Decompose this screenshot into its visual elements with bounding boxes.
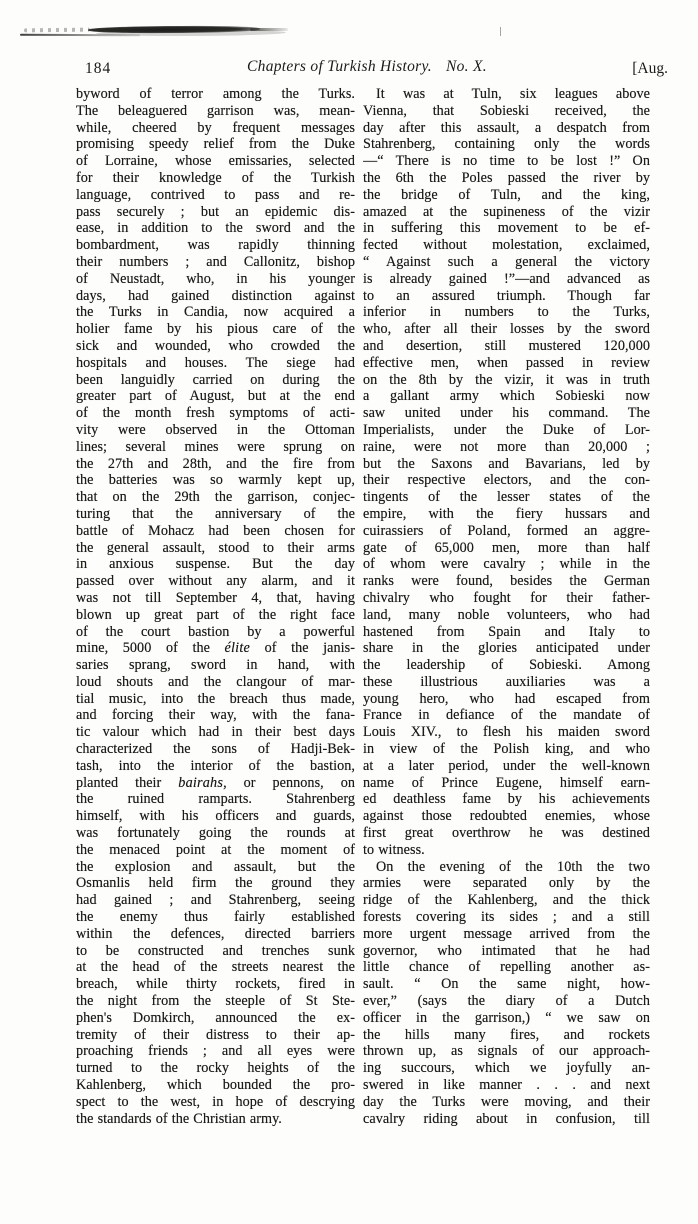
text-line: pass securely ; but an epidemic dis- xyxy=(76,203,355,220)
text-line: France in defiance of the mandate of xyxy=(363,707,650,724)
text-line: the night from the steeple of St Ste- xyxy=(76,993,355,1010)
text-line: thrown up, as signals of our approach- xyxy=(363,1043,650,1060)
text-line: officer in the garrison,) “ we saw on xyxy=(363,1009,650,1026)
issue-number: No. X. xyxy=(445,58,487,75)
text-line: ridge of the Kahlenberg, and the thick xyxy=(363,892,650,909)
text-line: byword of terror among the Turks. xyxy=(76,86,355,102)
text-line: battle of Mohacz had been chosen for xyxy=(76,522,355,539)
text-line: phen's Domkirch, announced the ex- xyxy=(76,1009,355,1026)
page-number: 184 xyxy=(85,60,112,77)
text-line: their numbers ; and Callonitz, bishop xyxy=(76,253,355,270)
text-line: was fortunately going the rounds at xyxy=(76,825,355,842)
text-line: but the Saxons and Bavarians, led by xyxy=(363,455,650,472)
text-line: is already gained !”—and advanced as xyxy=(363,270,650,287)
text-line: turing that the anniversary of the xyxy=(76,505,355,522)
text-line: in anxious suspense. But the day xyxy=(76,556,355,573)
text-line: lines; several mines were sprung on xyxy=(76,438,355,455)
text-line: name of Prince Eugene, himself earn- xyxy=(363,774,650,791)
text-line: within the defences, directed barriers xyxy=(76,925,355,942)
scan-artifact xyxy=(500,27,501,36)
text-line: chivalry who fought for their father- xyxy=(363,589,650,606)
running-header xyxy=(0,58,698,80)
text-line: himself, with his officers and guards, xyxy=(76,808,355,825)
text-line: fected without molestation, exclaimed, xyxy=(363,237,650,254)
scan-artifact xyxy=(250,28,288,31)
text-line: swered in like manner . . . and next xyxy=(363,1077,650,1094)
text-line: raine, were not more than 20,000 ; xyxy=(363,438,650,455)
text-line: at the head of the streets nearest the xyxy=(76,959,355,976)
text-line: —“ There is no time to be lost !” On xyxy=(363,153,650,170)
scan-artifact xyxy=(88,25,260,33)
text-line: “ Against such a general the victory xyxy=(363,253,650,270)
text-line: the hills many fires, and rockets xyxy=(363,1026,650,1043)
text-line: day after this assault, a despatch from xyxy=(363,119,650,136)
text-line: share in the glories anticipated under xyxy=(363,640,650,657)
text-line: spect to the west, in hope of descrying xyxy=(76,1093,355,1110)
month-marker: [Aug. xyxy=(632,60,668,77)
text-line: ranks were found, besides the German xyxy=(363,573,650,590)
text-line: to an assured triumph. Though far xyxy=(363,287,650,304)
text-line: effective men, when passed in review xyxy=(363,354,650,371)
text-line: while, cheered by frequent messages xyxy=(76,119,355,136)
text-line: that on the 29th the garrison, conjec- xyxy=(76,489,355,506)
text-line: tingents of the lesser states of the xyxy=(363,489,650,506)
text-line: the Turks in Candia, now acquired a xyxy=(76,304,355,321)
text-line: governor, who intimated that he had xyxy=(363,942,650,959)
left-column xyxy=(76,86,355,1127)
text-line: sick and wounded, who crowded the xyxy=(76,337,355,354)
text-line: cuirassiers of Poland, formed an aggre- xyxy=(363,522,650,539)
text-line: tic valour which had in their best days xyxy=(76,724,355,741)
text-line: the batteries was so warmly kept up, xyxy=(76,472,355,489)
text-line: who, after all their losses by the sword xyxy=(363,321,650,338)
text-line: On the evening of the 10th the two xyxy=(376,858,650,875)
text-line: of the court bastion by a powerful xyxy=(76,623,355,640)
text-line: these illustrious auxiliaries was a xyxy=(363,673,650,690)
text-line: Osmanlis held firm the ground they xyxy=(76,875,355,892)
text-line: Imperialists, under the Duke of Lor- xyxy=(363,421,650,438)
text-line: It was at Tuln, six leagues above xyxy=(376,86,650,102)
text-line: hospitals and houses. The siege had xyxy=(76,354,355,371)
text-line: on the 8th by the vizir, it was in truth xyxy=(363,371,650,388)
text-line: little chance of repelling another as- xyxy=(363,959,650,976)
text-line: of whom were cavalry ; while in the xyxy=(363,556,650,573)
text-line: saries sprang, sword in hand, with xyxy=(76,657,355,674)
text-line: tash, into the interior of the bastion, xyxy=(76,757,355,774)
text-line: promising speedy relief from the Duke xyxy=(76,136,355,153)
text-line: hastened from Spain and Italy to xyxy=(363,623,650,640)
text-line: for their knowledge of the Turkish xyxy=(76,169,355,186)
text-line: Louis XIV., to flesh his maiden sword xyxy=(363,724,650,741)
text-line: mine, 5000 of the élite of the janis- xyxy=(76,640,355,657)
text-line: greater part of August, but at the end xyxy=(76,388,355,405)
text-line: the 6th the Poles passed the river by xyxy=(363,169,650,186)
running-title-text: Chapters of Turkish History. xyxy=(247,58,432,75)
text-line: the general assault, stood to their arms xyxy=(76,539,355,556)
scan-artifact xyxy=(24,28,90,33)
text-line: amazed at the supineness of the vizir xyxy=(363,203,650,220)
text-line: in suffering this movement to be ef- xyxy=(363,220,650,237)
text-line: the menaced point at the moment of xyxy=(76,841,355,858)
text-line: planted their bairahs, or pennons, on xyxy=(76,774,355,791)
text-line: Vienna, that Sobieski received, the xyxy=(363,102,650,119)
right-column xyxy=(363,86,650,1127)
text-line: been languidly carried on during the xyxy=(76,371,355,388)
text-line: bombardment, was rapidly thinning xyxy=(76,237,355,254)
text-line: ease, in addition to the sword and the xyxy=(76,220,355,237)
text-line: characterized the sons of Hadji-Bek- xyxy=(76,741,355,758)
text-line: ever,” (says the diary of a Dutch xyxy=(363,993,650,1010)
text-line: The beleaguered garrison was, mean- xyxy=(76,102,355,119)
text-line: passed over without any alarm, and it xyxy=(76,573,355,590)
text-line: Stahrenberg, containing only the words xyxy=(363,136,650,153)
text-line: had gained ; and Stahrenberg, seeing xyxy=(76,892,355,909)
text-line: of the month fresh symptoms of acti- xyxy=(76,405,355,422)
text-line: at a later period, under the well-known xyxy=(363,757,650,774)
text-line: empire, with the fiery hussars and xyxy=(363,505,650,522)
text-line: the standards of the Christian army. xyxy=(76,1110,282,1127)
text-line: ing succours, which we joyfully an- xyxy=(363,1060,650,1077)
text-line: land, many noble volunteers, who had xyxy=(363,606,650,623)
text-line: in view of the Polish king, and who xyxy=(363,741,650,758)
text-line: the bridge of Tuln, and the king, xyxy=(363,186,650,203)
text-line: sault. “ On the same night, how- xyxy=(363,976,650,993)
text-line: forests covering its sides ; and a still xyxy=(363,909,650,926)
text-line: day the Turks were moving, and their xyxy=(363,1093,650,1110)
running-title xyxy=(0,58,698,76)
text-line: a gallant army which Sobieski now xyxy=(363,388,650,405)
text-line: days, had gained distinction against xyxy=(76,287,355,304)
text-line: vity were observed in the Ottoman xyxy=(76,421,355,438)
text-line: young hero, who had escaped from xyxy=(363,690,650,707)
text-line: to witness. xyxy=(363,841,425,858)
text-line: proaching friends ; and all eyes were xyxy=(76,1043,355,1060)
text-line: of Neustadt, who, in his younger xyxy=(76,270,355,287)
text-line: more urgent message arrived from the xyxy=(363,925,650,942)
text-line: tial music, into the breach thus made, xyxy=(76,690,355,707)
text-line: language, contrived to pass and re- xyxy=(76,186,355,203)
text-line: and forcing their way, with the fana- xyxy=(76,707,355,724)
text-line: and desertion, still mustered 120,000 xyxy=(363,337,650,354)
text-line: the explosion and assault, but the xyxy=(76,858,355,875)
text-line: of Lorraine, whose emissaries, selected xyxy=(76,153,355,170)
text-line: was not till September 4, that, having xyxy=(76,589,355,606)
text-line: turned to the rocky heights of the xyxy=(76,1060,355,1077)
text-line: the 27th and 28th, and the fire from xyxy=(76,455,355,472)
text-line: inferior in numbers to the Turks, xyxy=(363,304,650,321)
text-line: the leadership of Sobieski. Among xyxy=(363,657,650,674)
text-line: tremity of their distress to their ap- xyxy=(76,1026,355,1043)
text-line: the enemy thus fairly established xyxy=(76,909,355,926)
text-line: loud shouts and the clangour of mar- xyxy=(76,673,355,690)
text-line: cavalry riding about in confusion, till xyxy=(363,1110,650,1127)
scan-artifact xyxy=(20,34,140,37)
text-line: Kahlenberg, which bounded the pro- xyxy=(76,1077,355,1094)
text-line: ed deathless fame by his achievements xyxy=(363,791,650,808)
text-line: their respective electors, and the con- xyxy=(363,472,650,489)
text-line: blown up great part of the right face xyxy=(76,606,355,623)
text-line: armies were separated only by the xyxy=(363,875,650,892)
text-line: first great overthrow he was destined xyxy=(363,825,650,842)
text-line: breach, while thirty rockets, fired in xyxy=(76,976,355,993)
text-line: to be constructed and trenches sunk xyxy=(76,942,355,959)
text-line: against those redoubted enemies, whose xyxy=(363,808,650,825)
text-line: holier fame by his pious care of the xyxy=(76,321,355,338)
text-line: gate of 65,000 men, more than half xyxy=(363,539,650,556)
scan-artifact xyxy=(96,30,286,37)
text-line: the ruined ramparts. Stahrenberg xyxy=(76,791,355,808)
text-line: saw united under his command. The xyxy=(363,405,650,422)
